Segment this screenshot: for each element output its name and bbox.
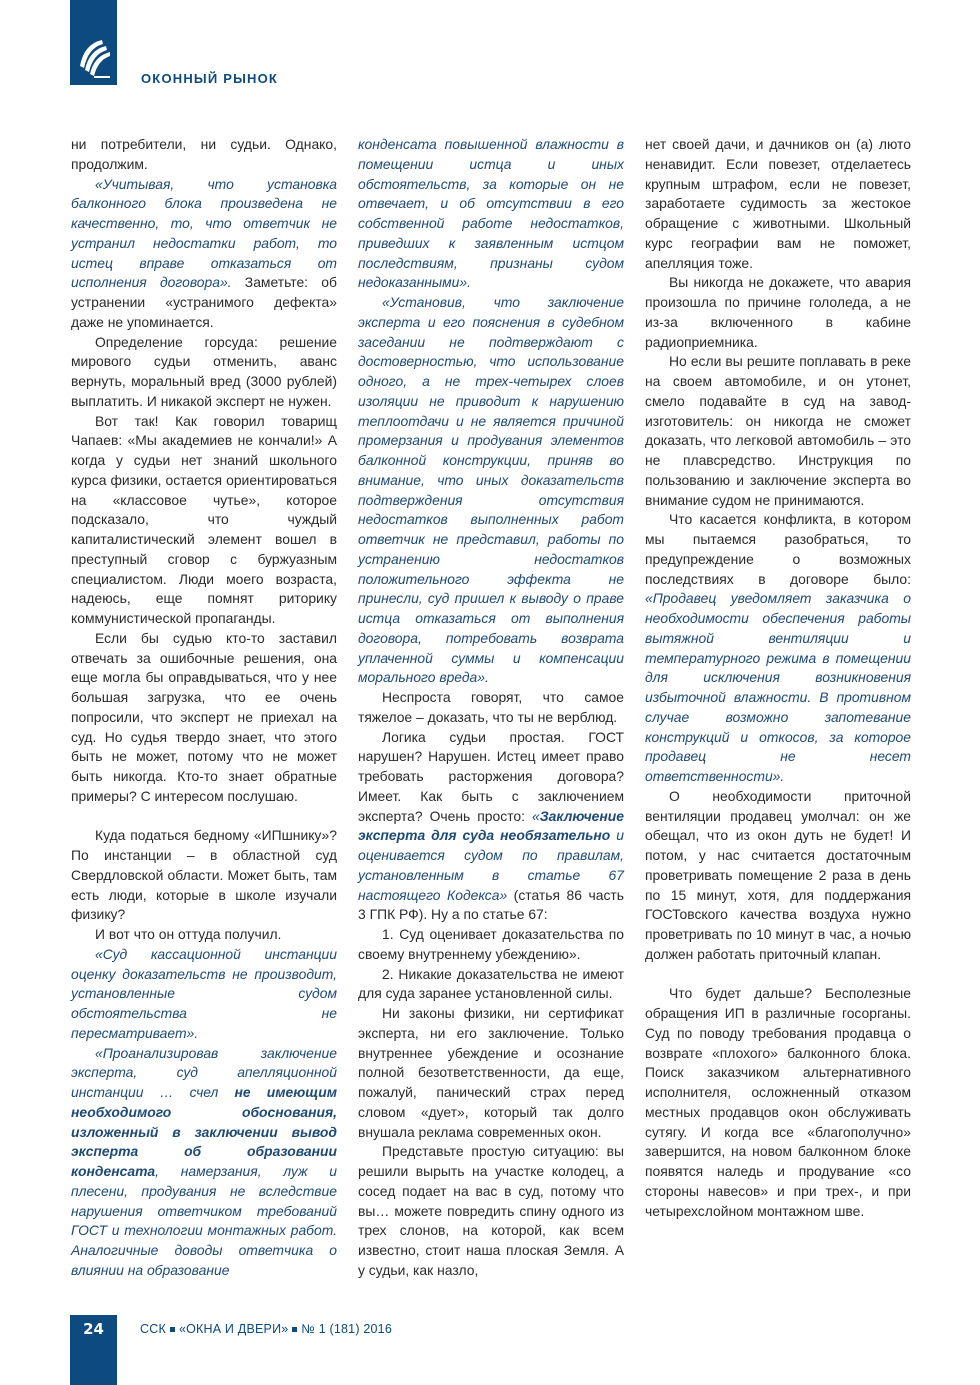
body-text: ни потребители, ни судьи. Однако, продолжим. — [71, 136, 337, 172]
court-quote: «Проанализировав заключение эксперта, суд апелляционной инстанции … счел — [71, 1044, 337, 1100]
paragraph — [645, 787, 911, 965]
court-quote: «Продавец уведомляет заказчика о необходимости обеспечения работы вытяжной вентиляции и температурного режима в помещении для исключения возникновения избыточной влажности. В противном случае возможно запотевание конструкций и откосов, за которое продавец не несет ответственности». — [645, 590, 911, 784]
paragraph — [645, 273, 911, 352]
magazine-name: «ОКНА И ДВЕРИ» — [178, 1322, 289, 1336]
publication-info — [140, 1322, 392, 1336]
text-column-1 — [71, 135, 337, 1281]
paragraph — [71, 333, 337, 412]
body-text: 1. Суд оценивает доказательства по своему внутреннему убеждению». — [358, 926, 624, 962]
body-text: Ни законы физики, ни сертификат эксперта, ни его заключение. Только внутреннее убеждение и осознание полной безответственности, да еще, пожалуй, панический страх перед словом «дует», который так долго внушала реклама современных окон. — [358, 1005, 624, 1140]
body-text: Куда податься бедному «ИПшнику»? По инстанции – в областной суд Свердловской области. Может быть, там есть люди, которые в школе изучали физику? — [71, 827, 337, 923]
body-text: Вот так! Как говорил товарищ Чапаев: «Мы академиев не кончали!» А когда у судьи нет знаний школьного курса физики, остается ориентироваться на «классовое чутье», которое подсказало, что чуждый капиталистический элемент вошел в преступный сговор с буржуазным специалистом. Люди моего возраста, надеюсь, еще помнят риторику коммунистической пропаганды. — [71, 412, 337, 626]
body-text: И вот что он оттуда получил. — [95, 926, 282, 942]
paragraph-gap — [645, 965, 911, 985]
square-bullet-icon — [170, 1327, 175, 1332]
paragraph — [71, 412, 337, 629]
body-text: Заметьте: об устранении «устранимого дефекта» даже не упоминается. — [71, 274, 337, 330]
court-quote: не имеющим необходимого обоснования, изложенный в заключении вывод эксперта об образовании конденсата — [71, 1084, 337, 1179]
paragraph — [71, 945, 337, 1044]
stylized-arcs-logo-icon — [76, 36, 112, 80]
paragraph — [645, 984, 911, 1221]
court-quote: «Установив, что заключение эксперта и его пояснения в судебном заседании не подтверждают с достоверностью, что использование одного, а не трех-четырех слоев изоляции не приводит к нарушению теплоотдачи и не является причиной промерзания и продувания элементов балконной конструкции, приняв во внимание, что иных доказательств подтверждения отсутствия недостатков выполненных работ ответчик не представил, работы по устранению недостатков положительного эффекта не принесли, суд пришел к выводу о праве истца отказаться от выполнения договора, потребовать возврата уплаченной суммы и компенсации морального вреда». — [358, 294, 624, 686]
paragraph — [71, 629, 337, 807]
body-text: нет своей дачи, и дачников он (а) люто ненавидит. Если повезет, отделаетесь крупным штрафом, если не повезет, заработаете судимость за жестокое обращение с животными. Школьный курс географии вам не поможет, апелляция тоже. — [645, 136, 911, 271]
court-quote: «Учитывая, что установка балконного блока произведена не качественно, то, что ответчик не устранил недостатки работ, то истец вправе отказаться от исполнения договора». — [71, 175, 337, 291]
publisher-name: ССК — [140, 1322, 166, 1336]
court-quote: « — [532, 807, 540, 824]
body-text: (статья 86 часть 3 ГПК РФ). Ну а по статье 67: — [358, 886, 624, 923]
paragraph — [358, 1004, 624, 1142]
page-number: 24 — [83, 1320, 104, 1338]
paragraph — [645, 510, 911, 787]
issue-number: № 1 (181) 2016 — [301, 1322, 392, 1336]
paragraph — [71, 175, 337, 333]
body-text: Неспроста говорят, что самое тяжелое – доказать, что ты не верблюд. — [358, 689, 624, 725]
body-text: Но если вы решите поплавать в реке на своем автомобиле, и он утонет, смело подавайте в суд на завод-изготовитель: он никогда не сможет доказать, что легковой автомобиль – это не плавсредство. Инструкция по пользованию и заключение эксперта во внимание судом не принимаются. — [645, 353, 911, 508]
section-title: ОКОННЫЙ РЫНОК — [141, 71, 279, 86]
body-text: Вы никогда не докажете, что авария произошла по причине гололеда, а не из-за включенного в кабине радиоприемника. — [645, 274, 911, 350]
court-quote: конденсата повышенной влажности в помещении истца и иных обстоятельств, за которые он не отвечает, и об отсутствии в его собственной работе недостатков, приведших к заявленным истцом последствиям, признаны судом недоказанными». — [358, 136, 624, 291]
paragraph — [358, 965, 624, 1005]
paragraph — [71, 826, 337, 925]
court-quote: и оценивается судом по правилам, установленным в статье 67 настоящего Кодекса» — [358, 827, 624, 903]
body-text: 2. Никакие доказательства не имеют для суда заранее установленной силы. — [358, 965, 624, 1002]
court-quote: , намерзания, луж и плесени, продувания не вследствие нарушения ответчиком требований ГОСТ и технологии монтажных работ. Аналогичные доводы ответчика о влиянии на образование — [71, 1163, 337, 1278]
body-text: Логика судьи простая. ГОСТ нарушен? Нарушен. Истец имеет право требовать расторжения договора? Имеет. Как быть с заключением эксперта? Очень просто: — [358, 728, 624, 824]
paragraph — [358, 688, 624, 728]
paragraph — [71, 1044, 337, 1281]
text-column-3 — [645, 135, 911, 1221]
paragraph — [358, 293, 624, 688]
body-text: Что касается конфликта, в котором мы пытаемся разобраться, то предупреждение о возможных последствиях в договоре было: — [645, 511, 911, 587]
paragraph-gap — [71, 807, 337, 827]
paragraph — [645, 135, 911, 273]
text-column-2 — [358, 135, 624, 1281]
court-quote: Заключение эксперта для суда необязательно — [358, 807, 624, 844]
paragraph — [645, 352, 911, 510]
page-number-block — [70, 1315, 117, 1385]
body-text: О необходимости приточной вентиляции продавец умолчал: он же обещал, что из окон дуть не будет! И потом, у нас считается достаточным проветривать помещение 2 раза в день по 15 минут, хотя, для поддержания ГОСТовского качества воздуха нужно проветривать по 10 минут в час, а ночью должен работать приточный клапан. — [645, 787, 911, 962]
paragraph — [71, 925, 337, 945]
paragraph — [71, 135, 337, 175]
paragraph — [358, 925, 624, 965]
court-quote: «Суд кассационной инстанции оценку доказательств не производит, установленные судом обстоятельства не пересматривает». — [71, 945, 337, 1041]
square-bullet-icon — [292, 1327, 297, 1332]
body-text: Если бы судью кто-то заставил отвечать за ошибочные решения, она еще могла бы оправдываться, что у нее большая загрузка, что ее очень попросили, что эксперт не приехал на суд. Но судья твердо знает, что этого быть не может, потому что не может быть никогда. Кто-то знает обратные примеры? С интересом послушаю. — [71, 629, 337, 804]
body-text: Определение горсуда: решение мирового судьи отменить, аванс вернуть, моральный вред (3000 рублей) выплатить. И никакой эксперт не нужен. — [71, 333, 337, 409]
logo-block — [70, 0, 117, 85]
paragraph — [358, 728, 624, 926]
paragraph — [358, 135, 624, 293]
paragraph — [358, 1142, 624, 1280]
body-text: Представьте простую ситуацию: вы решили вырыть на участке колодец, а сосед подает на вас в суд, потому что вы… можете повредить спину одного из трех слонов, на которой, как всем известно, стоит наша плоская Земля. А у судьи, как назло, — [358, 1143, 624, 1278]
body-text: Что будет дальше? Бесполезные обращения ИП в различные госорганы. Суд по поводу требования продавца о возврате «плохого» балконного блока. Поиск заказчиком альтернативного исполнителя, осложненный отказом местных продавцов окон обслуживать сутягу. И когда все «благополучно» завершится, на новом балконном блоке появятся наледь и продувание «со стороны навесов» и при трех-, и при четырехслойном монтажном шве. — [645, 985, 911, 1219]
